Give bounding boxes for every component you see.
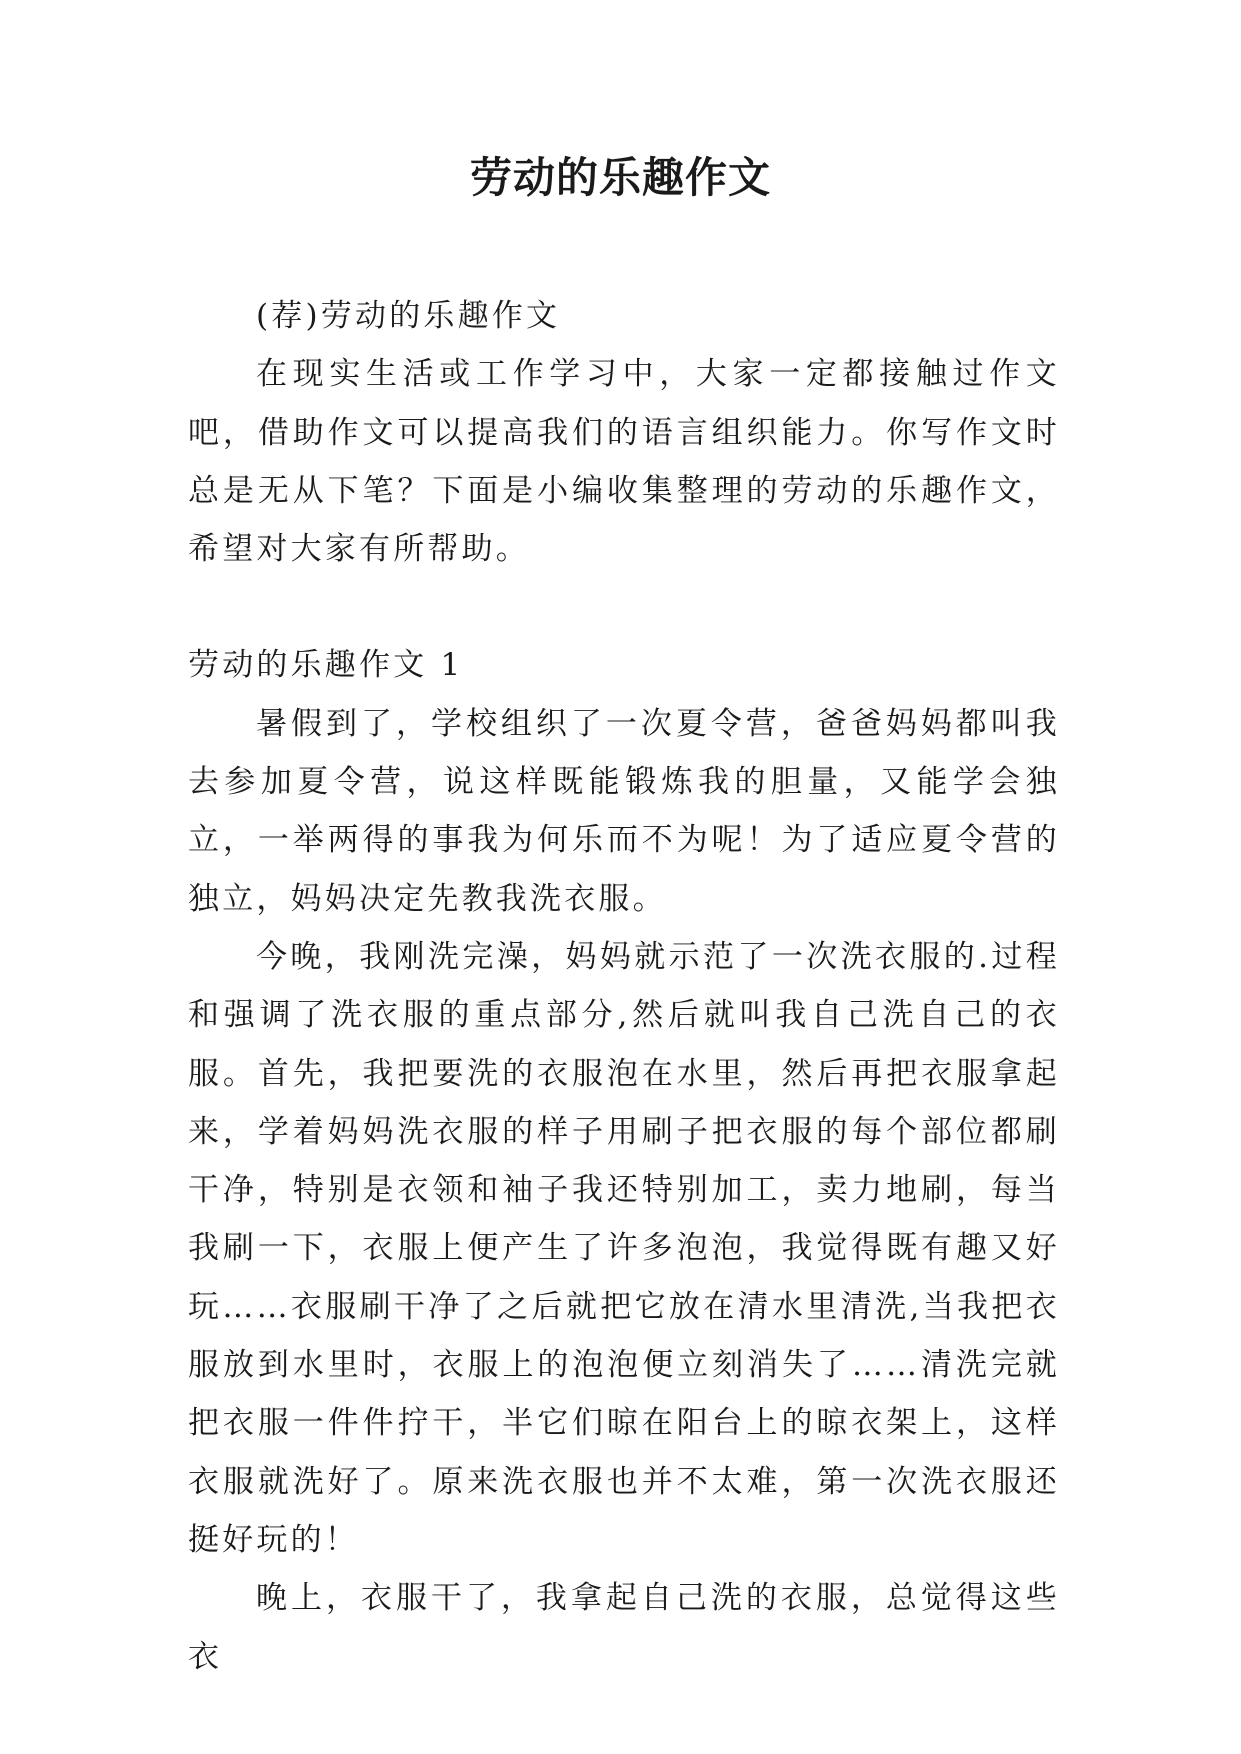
section-heading: 劳动的乐趣作文 1 bbox=[188, 647, 464, 684]
intro-subtitle: (荐)劳动的乐趣作文 bbox=[256, 298, 561, 334]
section-paragraph: 暑假到了，学校组织了一次夏令营，爸爸妈妈都叫我去参加夏令营，说这样既能锻炼我的胆量，又能学会独立，一举两得的事我为何乐而不为呢！为了适应夏令营的独立，妈妈决定先教我洗衣服。 bbox=[188, 705, 1060, 917]
intro-paragraph: 在现实生活或工作学习中，大家一定都接触过作文吧，借助作文可以提高我们的语言组织能力。你写作文时总是无从下笔？下面是小编收集整理的劳动的乐趣作文，希望对大家有所帮助。 bbox=[188, 356, 1060, 568]
section-paragraph: 今晚，我刚洗完澡，妈妈就示范了一次洗衣服的.过程和强调了洗衣服的重点部分,然后就叫我自己洗自己的衣服。首先，我把要洗的衣服泡在水里，然后再把衣服拿起来，学着妈妈洗衣服的样子用刷子把衣服的每个部位都刷干净，特别是衣领和袖子我还特别加工，卖力地刷，每当我刷一下，衣服上便产生了许多泡泡，我觉得既有趣又好玩……衣服刷干净了之后就把它放在清水里清洗,当我把衣服放到水里时，衣服上的泡泡便立刻消失了……清洗完就把衣服一件件拧干，半它们晾在阳台上的晾衣架上，这样衣服就洗好了。原来洗衣服也并不太难，第一次洗衣服还挺好玩的！ bbox=[188, 938, 1060, 1558]
document-title: 劳动的乐趣作文 bbox=[469, 153, 771, 202]
document-body bbox=[188, 287, 1060, 1686]
section-paragraph: 晚上，衣服干了，我拿起自己洗的衣服，总觉得这些衣 bbox=[188, 1580, 1060, 1675]
